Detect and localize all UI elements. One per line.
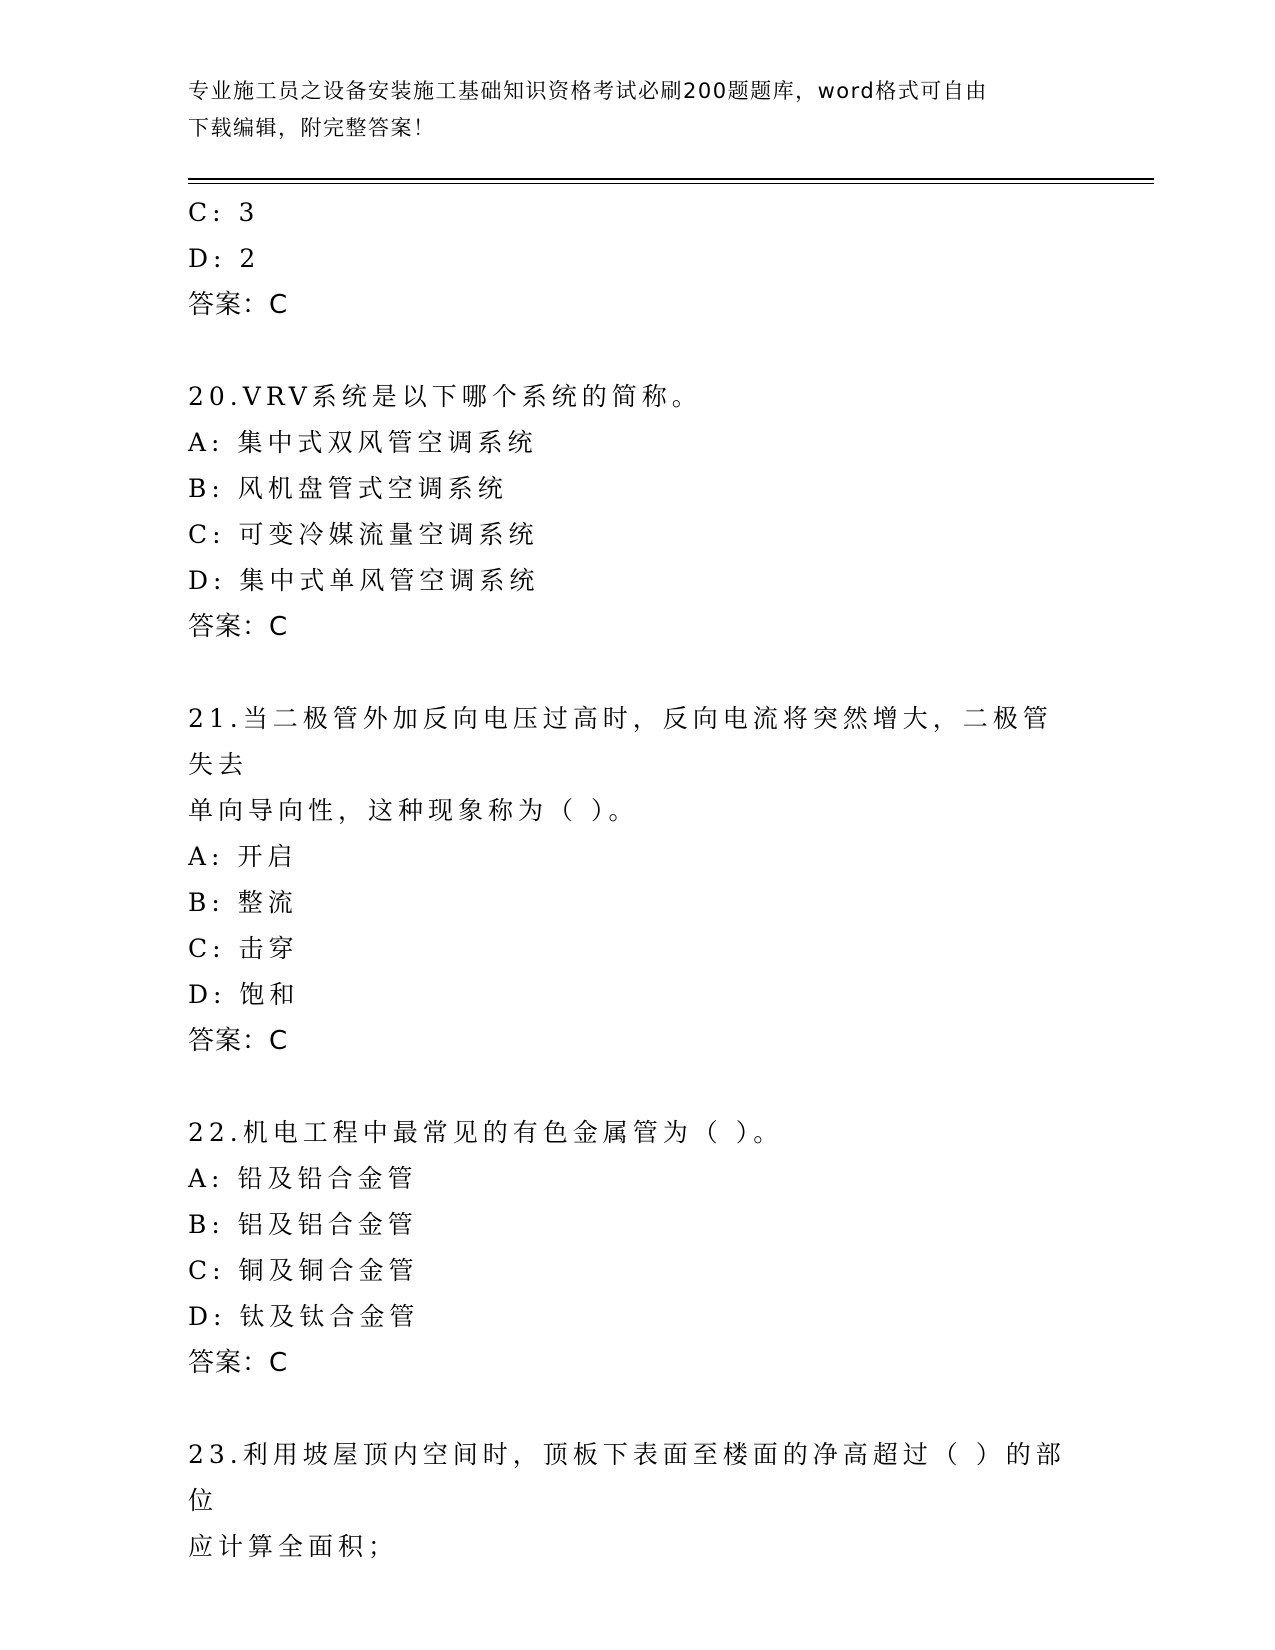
option-text: 可变冷媒流量空调系统 bbox=[238, 520, 539, 549]
option-d bbox=[188, 236, 1088, 282]
stem-line: 21.当二极管外加反向电压过高时，反向电流将突然增大，二极管失去 bbox=[188, 704, 1053, 779]
option-a bbox=[188, 420, 1088, 466]
question-22 bbox=[188, 1110, 1088, 1386]
option-label: B: bbox=[188, 888, 225, 917]
option-text: 铜及铜合金管 bbox=[238, 1256, 419, 1285]
document-body bbox=[188, 190, 1088, 1570]
option-label: D: bbox=[188, 244, 227, 273]
question-20 bbox=[188, 374, 1088, 650]
option-d bbox=[188, 558, 1088, 604]
answer-line: 答案：C bbox=[188, 612, 289, 642]
option-b bbox=[188, 466, 1088, 512]
stem-line: 应计算全面积； bbox=[188, 1532, 399, 1561]
spacer bbox=[188, 328, 1088, 374]
option-label: C: bbox=[188, 520, 226, 549]
option-label: A: bbox=[188, 1164, 225, 1193]
option-text: 集中式双风管空调系统 bbox=[237, 428, 538, 457]
option-text: 开启 bbox=[237, 842, 298, 871]
option-text: 钛及钛合金管 bbox=[239, 1302, 420, 1331]
spacer bbox=[188, 1386, 1088, 1432]
option-c bbox=[188, 512, 1088, 558]
option-a bbox=[188, 834, 1088, 880]
option-label: C: bbox=[188, 934, 226, 963]
option-text: 2 bbox=[239, 244, 261, 273]
question-stem bbox=[188, 1110, 1068, 1156]
stem-line: 20.VRV系统是以下哪个系统的简称。 bbox=[188, 382, 702, 411]
header-line-2: 下载编辑，附完整答案！ bbox=[188, 116, 436, 140]
option-c bbox=[188, 1248, 1088, 1294]
option-label: D: bbox=[188, 1302, 227, 1331]
option-text: 铅及铅合金管 bbox=[237, 1164, 418, 1193]
answer-line: 答案：C bbox=[188, 290, 289, 320]
question-stem bbox=[188, 696, 1068, 834]
header-rule-thick bbox=[188, 178, 1154, 180]
option-label: B: bbox=[188, 1210, 225, 1239]
option-b bbox=[188, 880, 1088, 926]
option-text: 3 bbox=[238, 198, 260, 227]
option-label: D: bbox=[188, 980, 227, 1009]
header-line-1: 专业施工员之设备安装施工基础知识资格考试必刷200题题库，word格式可自由 bbox=[188, 79, 988, 103]
option-text: 整流 bbox=[237, 888, 298, 917]
option-text: 饱和 bbox=[239, 980, 300, 1009]
option-text: 集中式单风管空调系统 bbox=[239, 566, 540, 595]
header-rule-thin bbox=[188, 183, 1154, 184]
question-stem bbox=[188, 374, 1068, 420]
stem-line: 单向导向性，这种现象称为（ ）。 bbox=[188, 796, 639, 825]
page-header bbox=[188, 73, 1088, 147]
option-b bbox=[188, 1202, 1088, 1248]
option-label: D: bbox=[188, 566, 227, 595]
question-stem bbox=[188, 1432, 1068, 1570]
stem-line: 23.利用坡屋顶内空间时，顶板下表面至楼面的净高超过（ ）的部位 bbox=[188, 1440, 1066, 1515]
stem-line: 22.机电工程中最常见的有色金属管为（ ）。 bbox=[188, 1118, 784, 1147]
option-label: C: bbox=[188, 1256, 226, 1285]
question-21 bbox=[188, 696, 1088, 1064]
option-label: B: bbox=[188, 474, 225, 503]
option-c bbox=[188, 190, 1088, 236]
option-c bbox=[188, 926, 1088, 972]
question-23 bbox=[188, 1432, 1088, 1570]
spacer bbox=[188, 650, 1088, 696]
answer-line: 答案：C bbox=[188, 1026, 289, 1056]
option-a bbox=[188, 1156, 1088, 1202]
answer-line: 答案：C bbox=[188, 1348, 289, 1378]
prev-question bbox=[188, 190, 1088, 328]
option-d bbox=[188, 1294, 1088, 1340]
option-text: 铝及铝合金管 bbox=[237, 1210, 418, 1239]
option-label: A: bbox=[188, 842, 225, 871]
option-label: A: bbox=[188, 428, 225, 457]
option-d bbox=[188, 972, 1088, 1018]
spacer bbox=[188, 1064, 1088, 1110]
option-label: C: bbox=[188, 198, 226, 227]
option-text: 风机盘管式空调系统 bbox=[237, 474, 508, 503]
option-text: 击穿 bbox=[238, 934, 299, 963]
